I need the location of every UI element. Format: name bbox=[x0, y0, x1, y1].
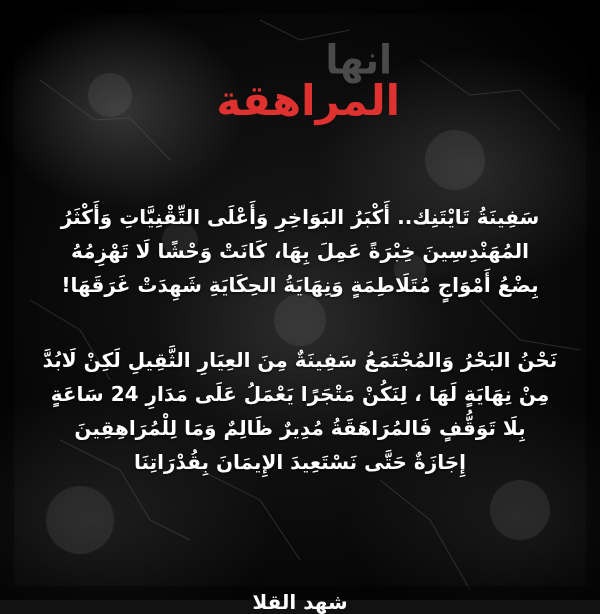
paragraph-line: سَفِينَةُ تَايْتَنِك.. أَكْبَرُ البَوَاخِرِ وَأَعْلَى التِّقْنِيَّاتِ وَأَكْثَرُ bbox=[60, 205, 540, 229]
paragraph-line: إِجَازَةٌ حَتَّى نَسْتَعِيدَ الإِيمَانَ بِقُدْرَاتِنَا bbox=[133, 450, 467, 474]
paragraph-line: مِنْ نِهَايَةٍ لَهَا ، لِنَكُنْ مَتْجَرًا يَعْمَلُ عَلَى مَدَارِ 24 سَاعَةٍ bbox=[50, 382, 550, 406]
paragraph-line: المُهَنْدِسِينَ خِبْرَةً عَمِلَ بِهَا، كَانَتْ وَحْشًا لَا تَهْزِمُهُ bbox=[71, 239, 529, 263]
paragraph-1 bbox=[36, 200, 564, 302]
title-bottom: المراهقة bbox=[216, 76, 400, 125]
title-top: انها bbox=[325, 36, 392, 84]
paragraph-line: نَحْنُ البَحْرُ وَالمُجْتَمَعُ سَفِينَةٌ مِنَ العِيَارِ الثَّقِيلِ لَكِنْ لَابُدَّ bbox=[42, 348, 558, 372]
paragraph-2 bbox=[36, 343, 564, 479]
paragraph-line: بِلَا تَوَقُّفٍ فَالمُرَاهَقَةُ مُدِيرٌ ظَالِمٌ وَمَا لِلْمُرَاهِقِينَ bbox=[74, 416, 526, 440]
paragraph-line: بِضْعُ أَمْوَاجٍ مُتَلَاطِمَةٍ وَنِهَايَةُ الحِكَايَةِ شَهِدَتْ غَرَقَهَا! bbox=[61, 273, 539, 297]
footer-signature: شهد القلا bbox=[252, 590, 348, 614]
title-block bbox=[216, 36, 400, 125]
